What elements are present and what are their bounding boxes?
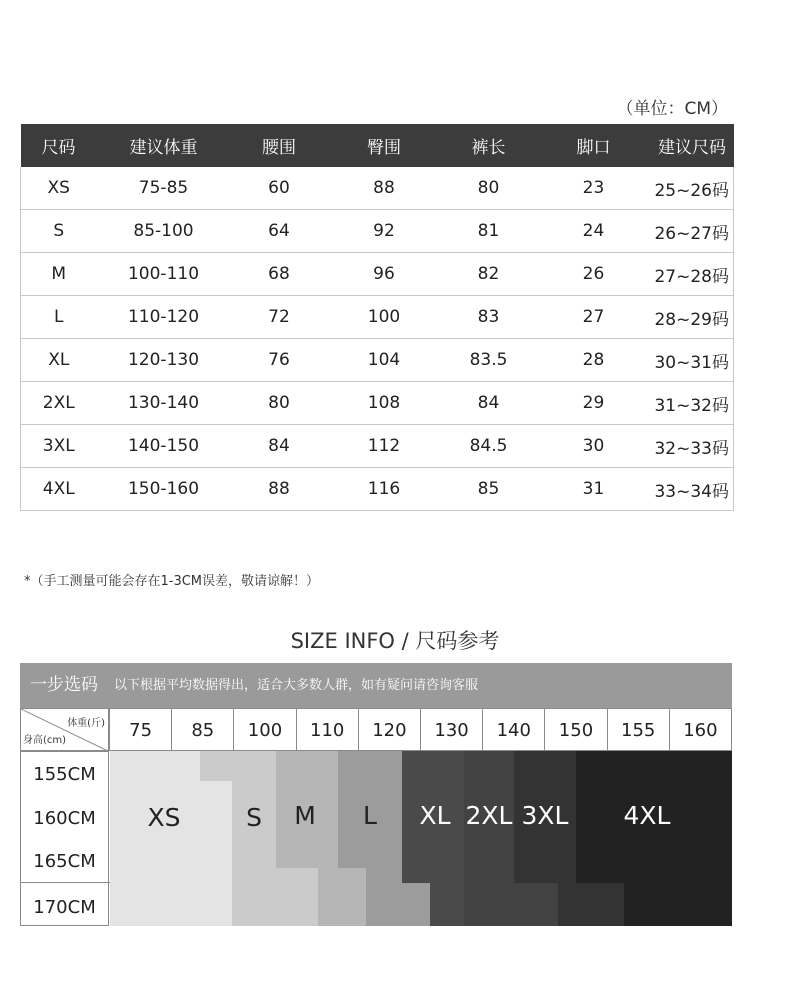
cell-size: 3XL [21,425,97,468]
cell-hem: 26 [537,253,651,296]
banner-title: 一步选码 [30,675,98,695]
cell-hip: 116 [328,468,441,511]
table-row [21,167,734,210]
size-block-xl [430,883,464,926]
cell-weight: 85-100 [97,210,231,253]
table-row [21,253,734,296]
weight-cell: 150 [544,708,607,751]
cell-size: S [21,210,97,253]
cell-recommend: 32~33码 [651,425,734,468]
cell-length: 85 [441,468,537,511]
table-row [21,425,734,468]
cell-waist: 76 [231,339,328,382]
cell-waist: 84 [231,425,328,468]
cell-size: L [21,296,97,339]
size-label-4xl: 4XL [623,801,671,830]
header-cell-size: 尺码 [21,124,97,167]
size-table [20,124,734,511]
size-block-s [276,868,318,926]
cell-hem: 27 [537,296,651,339]
cell-size: 4XL [21,468,97,511]
header-cell-hem: 脚口 [537,124,651,167]
cell-weight: 75-85 [97,167,231,210]
cell-hip: 108 [328,382,441,425]
cell-waist: 88 [231,468,328,511]
size-block-4xl [624,883,732,926]
size-table-header-row [21,124,734,167]
cell-hip: 96 [328,253,441,296]
cell-length: 83 [441,296,537,339]
cell-weight: 120-130 [97,339,231,382]
cell-weight: 130-140 [97,382,231,425]
table-row [21,296,734,339]
cell-weight: 150-160 [97,468,231,511]
cell-recommend: 27~28码 [651,253,734,296]
header-cell-waist: 腰围 [231,124,328,167]
size-label-l: L [363,801,377,830]
weight-cell: 85 [171,708,234,751]
height-label: 165CM [33,851,96,872]
weight-cell: 110 [296,708,359,751]
size-label-xl: XL [419,801,451,830]
size-block-l [366,883,430,926]
weight-cell: 160 [669,708,732,751]
cell-length: 81 [441,210,537,253]
header-cell-weight: 建议体重 [97,124,231,167]
size-block-2xl [464,883,558,926]
cell-waist: 80 [231,382,328,425]
cell-recommend: 26~27码 [651,210,734,253]
grid-corner-cell [20,708,109,751]
banner-subtitle: 以下根据平均数据得出，适合大多数人群，如有疑问请咨询客服 [114,678,479,693]
corner-height-label: 身高(cm) [23,735,67,746]
cell-hip: 88 [328,167,441,210]
weight-cell: 75 [109,708,172,751]
height-label: 170CM [33,897,96,918]
cell-hem: 28 [537,339,651,382]
cell-waist: 60 [231,167,328,210]
cell-size: M [21,253,97,296]
cell-size: XS [21,167,97,210]
cell-hem: 29 [537,382,651,425]
height-label: 160CM [33,808,96,829]
cell-length: 80 [441,167,537,210]
cell-recommend: 31~32码 [651,382,734,425]
cell-length: 84.5 [441,425,537,468]
weight-cell: 130 [420,708,483,751]
cell-recommend: 33~34码 [651,468,734,511]
header-cell-recommend: 建议尺码 [651,124,734,167]
cell-waist: 68 [231,253,328,296]
table-row [21,339,734,382]
cell-hip: 100 [328,296,441,339]
size-label-s: S [246,803,262,832]
cell-waist: 64 [231,210,328,253]
cell-hip: 92 [328,210,441,253]
cell-recommend: 30~31码 [651,339,734,382]
size-block-3xl [558,883,624,926]
weight-cell: 155 [607,708,670,751]
cell-weight: 100-110 [97,253,231,296]
cell-hem: 24 [537,210,651,253]
size-label-2xl: 2XL [465,801,513,830]
size-label-3xl: 3XL [521,801,569,830]
cell-length: 84 [441,382,537,425]
size-label-xs: XS [147,803,181,832]
cell-length: 83.5 [441,339,537,382]
cell-waist: 72 [231,296,328,339]
table-row [21,210,734,253]
cell-hem: 31 [537,468,651,511]
cell-hip: 112 [328,425,441,468]
size-info-title: SIZE INFO / 尺码参考 [290,629,500,653]
table-row [21,468,734,511]
table-row [21,382,734,425]
cell-hem: 30 [537,425,651,468]
size-label-m: M [294,801,316,830]
size-selector-banner [20,663,732,708]
cell-size: XL [21,339,97,382]
cell-size: 2XL [21,382,97,425]
cell-recommend: 28~29码 [651,296,734,339]
header-cell-length: 裤长 [441,124,537,167]
weight-cell: 120 [358,708,421,751]
measurement-note: *（手工测量可能会存在1-3CM误差，敬请谅解！） [24,574,320,589]
unit-label: （单位：CM） [616,99,728,119]
header-cell-hip: 臀围 [328,124,441,167]
weight-cell: 140 [482,708,545,751]
cell-recommend: 25~26码 [651,167,734,210]
height-label: 155CM [33,764,96,785]
height-divider [21,882,110,883]
size-block-s [200,751,276,781]
cell-length: 82 [441,253,537,296]
cell-hem: 23 [537,167,651,210]
weight-cell: 100 [233,708,296,751]
corner-weight-label: 体重(斤) [67,718,105,729]
size-selector-grid [20,663,732,926]
cell-weight: 110-120 [97,296,231,339]
cell-weight: 140-150 [97,425,231,468]
cell-hip: 104 [328,339,441,382]
size-block-m [318,868,366,926]
